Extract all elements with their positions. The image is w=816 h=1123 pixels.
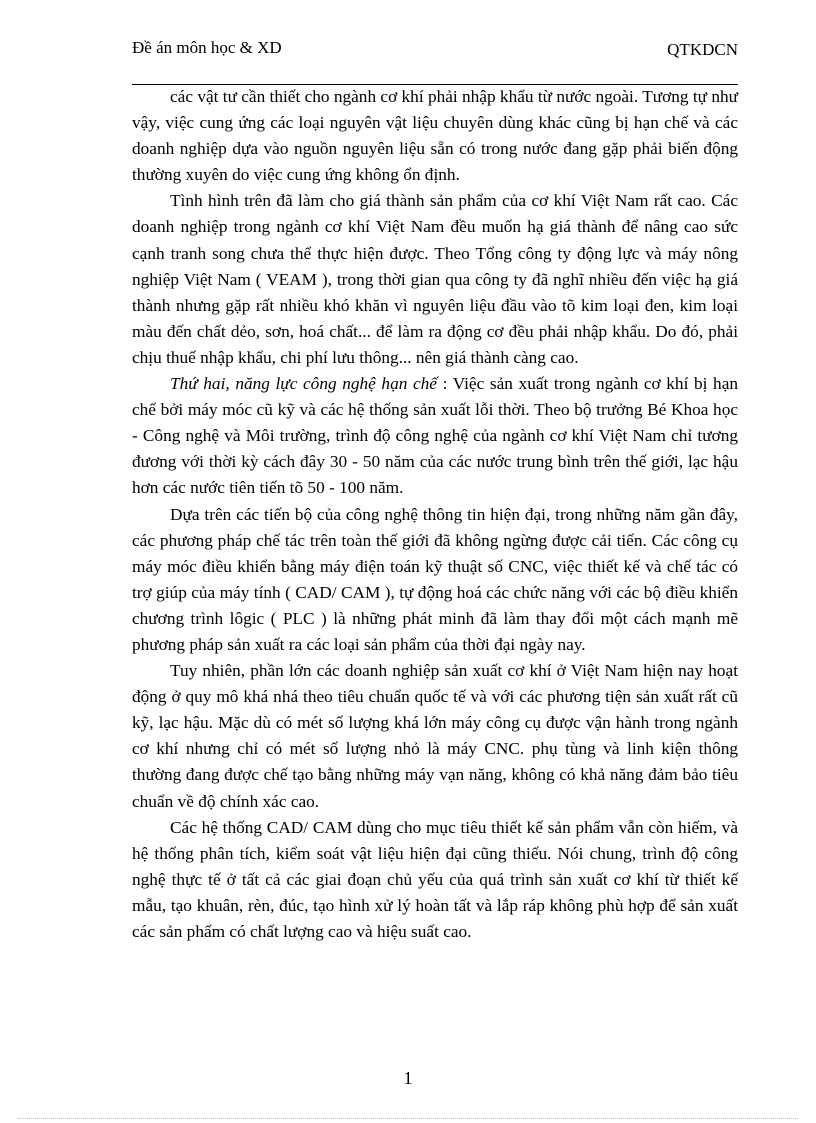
paragraph: Các hệ thống CAD/ CAM dùng cho mục tiêu thiết kế sản phẩm vẫn còn hiếm, và hệ thống phân tích, kiểm soát vật liệu hiện đại cũng thiếu. Nói chung, trình độ công nghệ thực tế ở tất cả các giai đoạn chủ yếu của quá trình sản xuất cơ khí từ thiết kế mẫu, tạo khuân, rèn, đúc, tạo hình xử lý hoàn tất và lắp ráp không phù hợp để sản xuất các sản phẩm có chất lượng cao và hiệu suất cao. — [132, 817, 738, 941]
paragraph-italic-lead: Thứ hai, năng lực công nghệ hạn chế — [170, 374, 437, 394]
header-department: QTKDCN — [667, 40, 738, 59]
header-course-title: Đề án môn học & XD — [132, 38, 282, 57]
page-header — [132, 38, 738, 85]
paragraph: Tuy nhiên, phần lớn các doanh nghiệp sản xuất cơ khí ở Việt Nam hiện nay hoạt động ở quy mô khá nhá theo tiêu chuẩn quốc tế và với các phương tiện sản xuất rất cũ kỹ, lạc hậu. Mặc dù có mét số lượng khá lớn máy công cụ được vận hành trong ngành cơ khí nhưng chỉ có mét số lượng nhỏ là máy CNC. phụ tùng và linh kiện thông thường đang được chế tạo bằng những máy vạn năng, không có khả năng đảm bảo tiêu chuẩn về độ chính xác cao. — [132, 661, 738, 811]
page-number: 1 — [403, 1068, 413, 1088]
paragraph: Tình hình trên đã làm cho giá thành sản phẩm của cơ khí Việt Nam rất cao. Các doanh nghiệp trong ngành cơ khí Việt Nam đều muốn hạ giá thành để nâng cao sức cạnh tranh song chưa thể thực hiện được. Theo Tổng công ty động lực và máy nông nghiệp Việt Nam ( VEAM ), trong thời gian qua công ty đã nghĩ nhiều đến việc hạ giá thành nhưng gặp rất nhiều khó khăn vì nguyên liệu đầu vào tõ kim loại đen, kim loại màu đến chất dẻo, sơn, hoá chất... để làm ra động cơ đều phải nhập khẩu. Do đó, phải chịu thuế nhập khẩu, chi phí lưu thông... nên giá thành càng cao. — [132, 191, 738, 367]
paragraph-text: : Việc sản xuất trong ngành cơ khí bị hạn chế bởi máy móc cũ kỹ và các hệ thống sản xuất lỗi thời. Theo bộ trưởng Bé Khoa học - Công nghệ và Môi trường, trình độ công nghệ của ngành cơ khí Việt Nam chỉ tương đương với thời kỳ cách đây 30 - 50 năm của các nước trung bình trên thế giới, lạc hậu hơn các nước tiên tiến tõ 50 - 100 năm. — [132, 374, 739, 498]
paragraph: các vật tư cần thiết cho ngành cơ khí phải nhập khẩu từ nước ngoài. Tương tự như vậy, việc cung ứng các loại nguyên vật liệu chuyên dùng khác cũng bị hạn chế và các doanh nghiệp dựa vào nguồn nguyên liệu sẵn có trong nước đang gặp phải biến động thường xuyên do việc cung ứng không ổn định. — [132, 87, 738, 185]
document-body — [132, 84, 738, 945]
paragraph: Dựa trên các tiến bộ của công nghệ thông tin hiện đại, trong những năm gần đây, các phương pháp chế tác trên toàn thế giới đã không ngừng được cải tiến. Các công cụ máy móc điều khiển bằng máy điện toán kỹ thuật số CNC, việc thiết kế và chế tác có trợ giúp của máy tính ( CAD/ CAM ), tự động hoá các chức năng với các bộ điều khiển chương trình lôgic ( PLC ) là những phát minh đã làm thay đổi một cách mạnh mẽ phương pháp sản xuất ra các loại sản phẩm của thời đại ngày nay. — [132, 504, 738, 654]
footer-divider — [18, 1118, 798, 1119]
paragraph — [132, 371, 738, 501]
